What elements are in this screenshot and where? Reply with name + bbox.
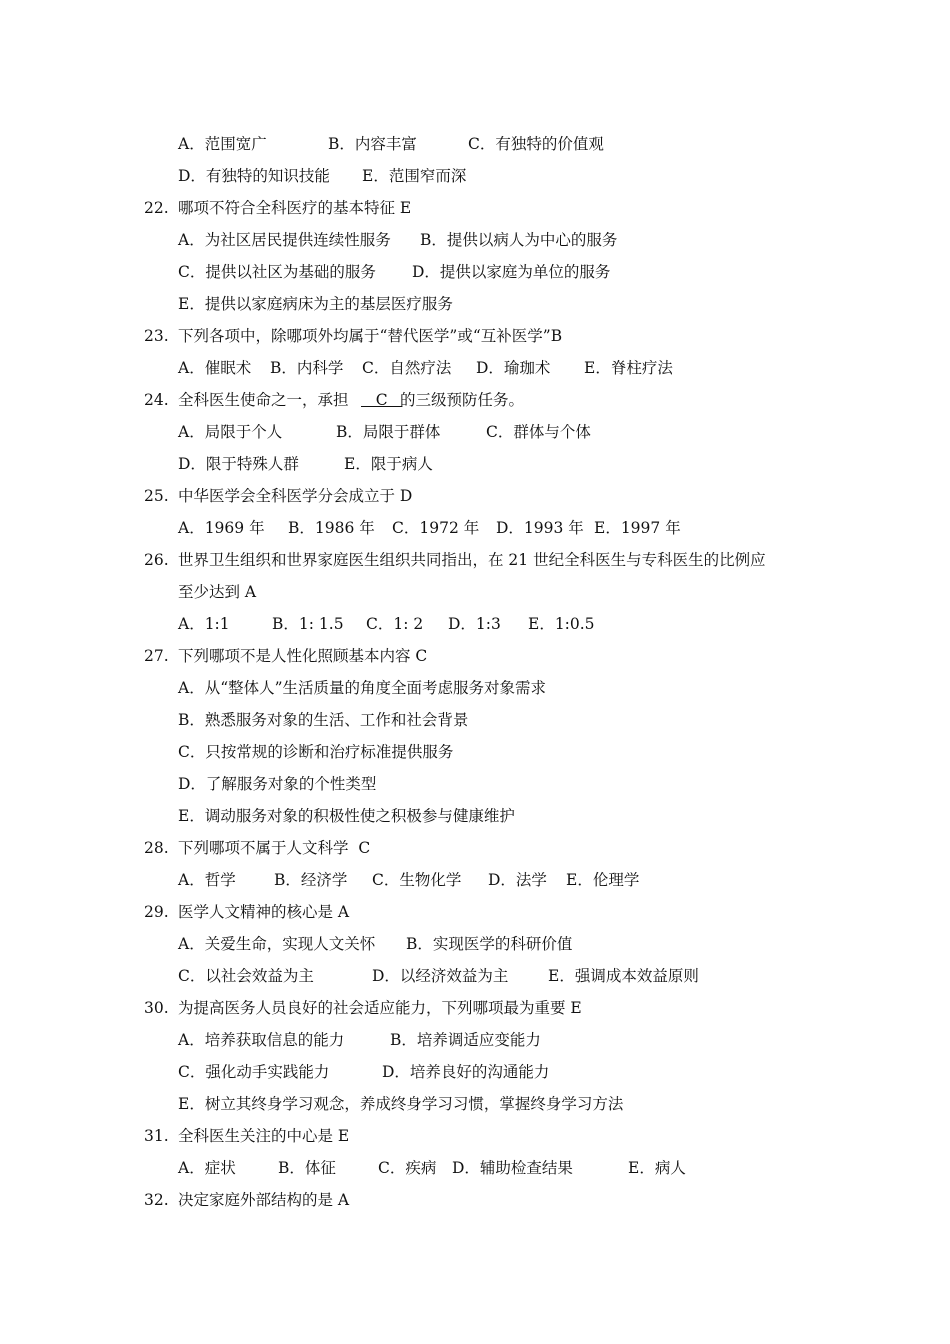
option-text: D．1:3	[448, 615, 501, 633]
option-text: A．哲学	[178, 871, 236, 889]
question-number: 31.	[144, 1127, 169, 1145]
question-text: 下列各项中，除哪项外均属于“替代医学”或“互补医学”B	[178, 327, 563, 345]
question-number: 24.	[144, 391, 169, 409]
option-text: E．脊柱疗法	[584, 359, 673, 377]
question-text: 为提高医务人员良好的社会适应能力，下列哪项最为重要 E	[178, 999, 582, 1017]
option-text: D．培养良好的沟通能力	[382, 1063, 550, 1081]
option-text: B．提供以病人为中心的服务	[420, 231, 618, 249]
question-text: 决定家庭外部结构的是 A	[178, 1191, 350, 1209]
option-text: D．以经济效益为主	[372, 967, 509, 985]
question-text: 世界卫生组织和世界家庭医生组织共同指出，在 21 世纪全科医生与专科医生的比例应	[178, 551, 766, 569]
question-number: 29.	[144, 903, 169, 921]
option-text: D．提供以家庭为单位的服务	[412, 263, 611, 281]
option-text: E．强调成本效益原则	[548, 967, 699, 985]
option-text: C．疾病	[378, 1159, 437, 1177]
question-number: 27.	[144, 647, 169, 665]
option-text: E．范围窄而深	[362, 167, 467, 185]
option-text: C．1972 年	[392, 519, 480, 537]
question-text: 下列哪项不属于人文科学 C	[178, 839, 371, 857]
question-text: 的三级预防任务。	[400, 391, 525, 409]
option-text: A．范围宽广	[178, 135, 267, 153]
option-text: B．体征	[278, 1159, 336, 1177]
option-text: D．了解服务对象的个性类型	[178, 775, 377, 793]
question-number: 28.	[144, 839, 169, 857]
option-text: B．内容丰富	[328, 135, 417, 153]
question-number: 22.	[144, 199, 169, 217]
option-text: D．辅助检查结果	[452, 1159, 573, 1177]
option-text: B．1986 年	[288, 519, 375, 537]
option-text: C．有独特的价值观	[468, 135, 604, 153]
option-text: A．催眠术	[178, 359, 252, 377]
option-text: B．局限于群体	[336, 423, 441, 441]
question-text: 全科医生关注的中心是 E	[178, 1127, 350, 1145]
option-text: A．从“整体人”生活质量的角度全面考虑服务对象需求	[178, 679, 547, 697]
option-text: B．内科学	[270, 359, 344, 377]
option-text: C．提供以社区为基础的服务	[178, 263, 376, 281]
option-text: C．自然疗法	[362, 359, 452, 377]
option-text: C．以社会效益为主	[178, 967, 314, 985]
option-text: A．关爱生命，实现人文关怀	[178, 935, 376, 953]
question-number: 32.	[144, 1191, 169, 1209]
option-text: D．有独特的知识技能	[178, 167, 330, 185]
option-text: A．为社区居民提供连续性服务	[178, 231, 391, 249]
option-text: B．培养调适应变能力	[390, 1031, 541, 1049]
option-text: B．实现医学的科研价值	[406, 935, 573, 953]
option-text: E．调动服务对象的积极性使之积极参与健康维护	[178, 807, 515, 825]
option-text: D．1993 年	[496, 519, 584, 537]
option-text: B．经济学	[274, 871, 348, 889]
option-text: A．症状	[178, 1159, 236, 1177]
option-text: C．生物化学	[372, 871, 462, 889]
option-text: E．1997 年	[594, 519, 681, 537]
option-text: C．群体与个体	[486, 423, 591, 441]
question-text: 中华医学会全科医学分会成立于 D	[178, 487, 413, 505]
question-text: 全科医生使命之一，承担	[178, 391, 349, 409]
question-text: 哪项不符合全科医疗的基本特征 E	[178, 199, 412, 217]
option-text: C．1: 2	[366, 615, 424, 633]
question-number: 23.	[144, 327, 169, 345]
option-text: C．强化动手实践能力	[178, 1063, 330, 1081]
question-number: 30.	[144, 999, 169, 1017]
option-text: E．提供以家庭病床为主的基层医疗服务	[178, 295, 453, 313]
answer-blank: C	[361, 391, 403, 409]
option-text: D．限于特殊人群	[178, 455, 299, 473]
option-text: E．伦理学	[566, 871, 640, 889]
option-text: D．瑜珈术	[476, 359, 551, 377]
question-number: 26.	[144, 551, 169, 569]
option-text: B．熟悉服务对象的生活、工作和社会背景	[178, 711, 469, 729]
option-text: A．1:1	[178, 615, 230, 633]
option-text: E．限于病人	[344, 455, 433, 473]
option-text: C．只按常规的诊断和治疗标准提供服务	[178, 743, 454, 761]
option-text: E．1:0.5	[528, 615, 595, 633]
question-number: 25.	[144, 487, 169, 505]
option-text: A．培养获取信息的能力	[178, 1031, 345, 1049]
option-text: B．1: 1.5	[272, 615, 344, 633]
option-text: 至少达到 A	[178, 583, 257, 601]
question-text: 下列哪项不是人性化照顾基本内容 C	[178, 647, 428, 665]
option-text: E．树立其终身学习观念，养成终身学习习惯，掌握终身学习方法	[178, 1095, 624, 1113]
option-text: D．法学	[488, 871, 547, 889]
option-text: E．病人	[628, 1159, 686, 1177]
option-text: A．1969 年	[178, 519, 265, 537]
option-text: A．局限于个人	[178, 423, 283, 441]
question-text: 医学人文精神的核心是 A	[178, 903, 350, 921]
